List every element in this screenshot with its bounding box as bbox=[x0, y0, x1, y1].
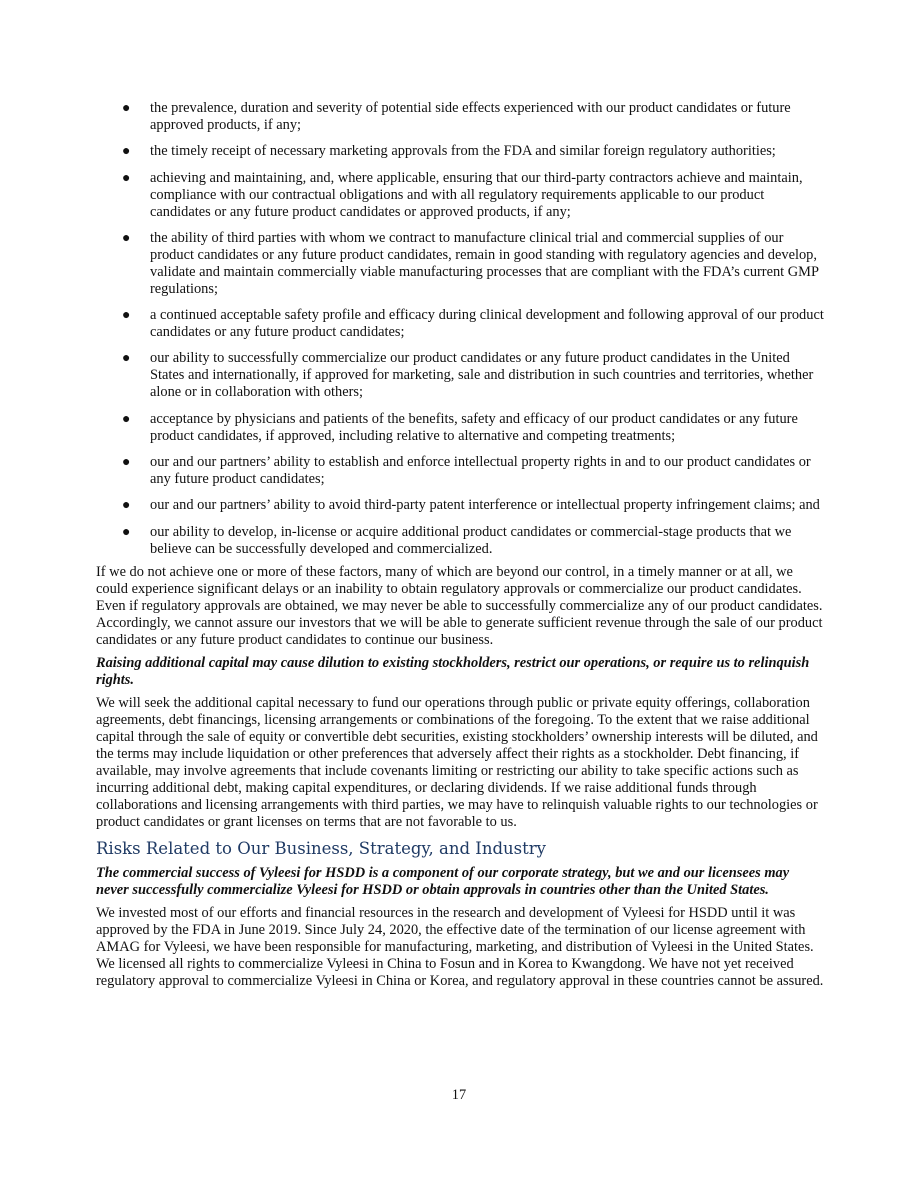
list-item bbox=[96, 170, 824, 221]
list-item-text: the prevalence, duration and severity of potential side effects experienced with our product candidates or future approved products, if any; bbox=[150, 100, 791, 133]
list-item-text: our ability to develop, in-license or acquire additional product candidates or commercial-stage products that we believe can be successfully developed and commercialized. bbox=[150, 523, 792, 557]
list-item bbox=[96, 143, 824, 160]
bullet-icon: ● bbox=[122, 170, 131, 186]
bullet-icon: ● bbox=[122, 455, 131, 471]
list-item bbox=[96, 454, 824, 488]
list-item-text: a continued acceptable safety profile and efficacy during clinical development and following approval of our product candidates or any future product candidates; bbox=[150, 307, 824, 341]
bullet-icon: ● bbox=[122, 411, 131, 427]
vyleesi-risk-subheading: The commercial success of Vyleesi for HSDD is a component of our corporate strategy, but we and our licensees may never successfully commercialize Vyleesi for HSDD or obtain approvals in countries other than the United States. bbox=[96, 864, 790, 898]
factors-paragraph: If we do not achieve one or more of these factors, many of which are beyond our control, in a timely manner or at all, we could experience significant delays or an inability to obtain regulatory approvals or commercialize our product candidates. Even if regulatory approvals are obtained, we may never be able to successfully commercialize any of our product candidates. Accordingly, we cannot assure our investors that we will be able to generate sufficient revenue through the sale of our product candidates or any future product candidates to continue our business. bbox=[96, 563, 823, 648]
list-item bbox=[96, 497, 824, 514]
bullet-icon: ● bbox=[122, 524, 131, 540]
bullet-icon: ● bbox=[122, 498, 131, 514]
list-item bbox=[96, 100, 824, 134]
vyleesi-risk-paragraph: We invested most of our efforts and financial resources in the research and development of Vyleesi for HSDD until it was approved by the FDA in June 2019. Since July 24, 2020, the effective date of the termination of our license agreement with AMAG for Vyleesi, we have been responsible for manufacturing, marketing, and distribution of Vyleesi in the United States. We licensed all rights to commercialize Vyleesi in China to Fosun and in Korea to Kwangdong. We have not yet received regulatory approval to commercialize Vyleesi in China or Korea, and regulatory approval in these countries cannot be assured. bbox=[96, 904, 824, 989]
risk-factor-list bbox=[96, 100, 824, 558]
list-item-text: our ability to successfully commercialize our product candidates or any future product candidates in the United States and internationally, if approved for marketing, sale and distribution in such countries and territories, whether alone or in collaboration with others; bbox=[150, 350, 814, 401]
page-number: 17 bbox=[451, 1087, 467, 1103]
list-item bbox=[96, 350, 824, 401]
list-item-text: our and our partners’ ability to avoid third-party patent interference or intellectual property infringement claims; and bbox=[150, 497, 820, 514]
list-item-text: achieving and maintaining, and, where applicable, ensuring that our third-party contractors achieve and maintain, compliance with our contractual obligations and with all regulatory requirements applicable to our product candidates or any future product candidates or approved products, if any; bbox=[150, 169, 803, 220]
bullet-icon: ● bbox=[122, 230, 131, 246]
bullet-icon: ● bbox=[122, 308, 131, 324]
list-item-text: acceptance by physicians and patients of the benefits, safety and efficacy of our product candidates or any future product candidates, if approved, including relative to alternative and competing treatments; bbox=[150, 410, 798, 444]
bullet-icon: ● bbox=[122, 101, 131, 116]
list-item bbox=[96, 307, 824, 341]
list-item-text: the ability of third parties with whom we contract to manufacture clinical trial and commercial supplies of our product candidates or any future product candidates, remain in good standing with regulatory agencies and develop, validate and maintain commercially viable manufacturing processes that are compliant with the FDA’s current GMP regulations; bbox=[150, 229, 819, 297]
bullet-icon: ● bbox=[122, 351, 131, 367]
list-item bbox=[96, 411, 824, 445]
capital-risk-paragraph: We will seek the additional capital necessary to fund our operations through public or private equity offerings, collaboration agreements, debt financings, licensing arrangements or combinations of the foregoing. To the extent that we raise additional capital through the sale of equity or convertible debt securities, existing stockholders’ ownership interests will be diluted, and the terms may include liquidation or other preferences that adversely affect their rights as a stockholder. Debt financing, if available, may involve agreements that include covenants limiting or restricting our ability to take specific actions such as incurring additional debt, making capital expenditures, or declaring dividends. If we raise additional funds through collaborations and licensing arrangements with third parties, we may have to relinquish valuable rights to our technologies or product candidates or grant licenses on terms that are not favorable to us. bbox=[96, 694, 818, 830]
bullet-icon: ● bbox=[122, 144, 131, 160]
list-item-text: our and our partners’ ability to establish and enforce intellectual property rights in and to our product candidates or any future product candidates; bbox=[150, 454, 811, 488]
list-item bbox=[96, 230, 824, 298]
section-heading: Risks Related to Our Business, Strategy, and Industry bbox=[96, 838, 546, 858]
document-body bbox=[96, 100, 824, 996]
list-item bbox=[96, 524, 824, 558]
list-item-text: the timely receipt of necessary marketing approvals from the FDA and similar foreign regulatory authorities; bbox=[150, 143, 776, 160]
capital-risk-subheading: Raising additional capital may cause dilution to existing stockholders, restrict our operations, or require us to relinquish rights. bbox=[96, 654, 810, 688]
